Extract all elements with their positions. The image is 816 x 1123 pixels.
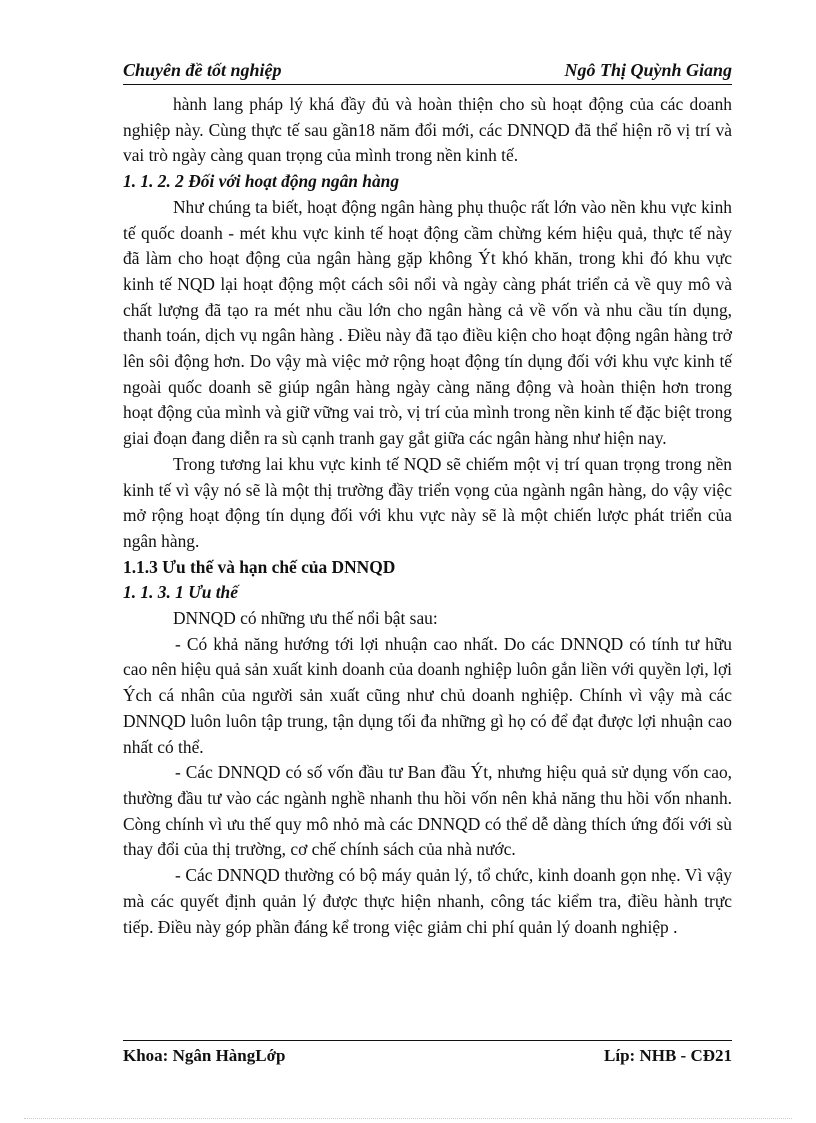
- document-body: [123, 92, 732, 940]
- header-author: Ngô Thị Quỳnh Giang: [564, 60, 732, 80]
- paragraph-advantages-intro: DNNQD có những ưu thế nổi bật sau:: [173, 608, 438, 629]
- section-heading-banking: 1. 1. 2. 2 Đối với hoạt động ngân hàng: [123, 171, 400, 192]
- footer-class: Líp: NHB - CĐ21: [604, 1046, 732, 1065]
- subsection-heading-advantages: 1. 1. 3. 1 Ưu thế: [123, 582, 238, 603]
- bullet-profit: - Có khả năng hướng tới lợi nhuận cao nhất. Do các DNNQD có tính tư hữu cao nên hiệu quả sản xuất kinh doanh của doanh nghiệp luôn gắn liền với quyền lợi, lợi Ých cá nhân của người sản xuất cũng như chủ doanh nghiệp. Chính vì vậy mà các DNNQD luôn luôn tập trung, tận dụng tối đa những gì họ có để đạt được lợi nhuận cao nhất có thể.: [123, 633, 732, 757]
- page-edge-divider: [24, 1118, 792, 1119]
- paragraph-intro: hành lang pháp lý khá đầy đủ và hoàn thiện cho sù hoạt động của các doanh nghiệp này. Cùng thực tế sau gần18 năm đổi mới, các DNNQD đã thể hiện rõ vị trí và vai trò ngày càng quan trọng của mình trong nền kinh tế.: [123, 94, 732, 166]
- section-heading-advantages: 1.1.3 Ưu thế và hạn chế của DNNQD: [123, 556, 396, 577]
- page-footer: [123, 1040, 732, 1069]
- page-header: [123, 58, 732, 85]
- bullet-management: - Các DNNQD thường có bộ máy quản lý, tổ chức, kinh doanh gọn nhẹ. Vì vậy mà các quyết định quản lý được thực hiện nhanh, công tác kiểm tra, điều hành trực tiếp. Điều này góp phần đáng kể trong việc giảm chi phí quản lý doanh nghiệp .: [123, 865, 732, 937]
- header-title: Chuyên đề tốt nghiệp: [123, 60, 282, 80]
- footer-faculty: Khoa: Ngân HàngLớp: [123, 1046, 286, 1065]
- bullet-capital: - Các DNNQD có số vốn đầu tư Ban đầu Ýt, nhưng hiệu quả sử dụng vốn cao, thường đầu tư vào các ngành nghề nhanh thu hồi vốn nên khả năng thu hồi vốn nhanh. Còng chính vì ưu thế quy mô nhỏ mà các DNNQD có thể dễ dàng thích ứng đối với sù thay đổi của thị trường, cơ chế chính sách của nhà nước.: [123, 762, 732, 860]
- paragraph-future: Trong tương lai khu vực kinh tế NQD sẽ chiếm một vị trí quan trọng trong nền kinh tế vì vậy nó sẽ là một thị trường đầy triển vọng của ngành ngân hàng, do vậy việc mở rộng hoạt động tín dụng đối với khu vực này sẽ là một chiến lược phát triển của ngân hàng.: [123, 453, 732, 551]
- paragraph-banking: Như chúng ta biết, hoạt động ngân hàng phụ thuộc rất lớn vào nền khu vực kinh tế quốc doanh - mét khu vực kinh tế hoạt động cầm chừng kém hiệu quả, thực tế này đã làm cho hoạt động của ngân hàng gặp không Ýt khó khăn, trong khi đó khu vực kinh tế NQD lại hoạt động một cách sôi nổi và ngày càng phát triển cả về quy mô và chất lượng đã tạo ra mét nhu cầu lớn cho ngân hàng cả về vốn và nhu cầu tín dụng, thanh toán, dịch vụ ngân hàng . Điều này đã tạo điều kiện cho hoạt động ngân hàng trở lên sôi động hơn. Do vậy mà việc mở rộng hoạt động tín dụng đối với khu vực kinh tế ngoài quốc doanh sẽ giúp ngân hàng ngày càng năng động và hoàn thiện hơn trong hoạt động của mình và giữ vững vai trò, vị trí của mình trong nền kinh tế đặc biệt trong giai đoạn đang diễn ra sù cạnh tranh gay gắt giữa các ngân hàng như hiện nay.: [123, 196, 732, 449]
